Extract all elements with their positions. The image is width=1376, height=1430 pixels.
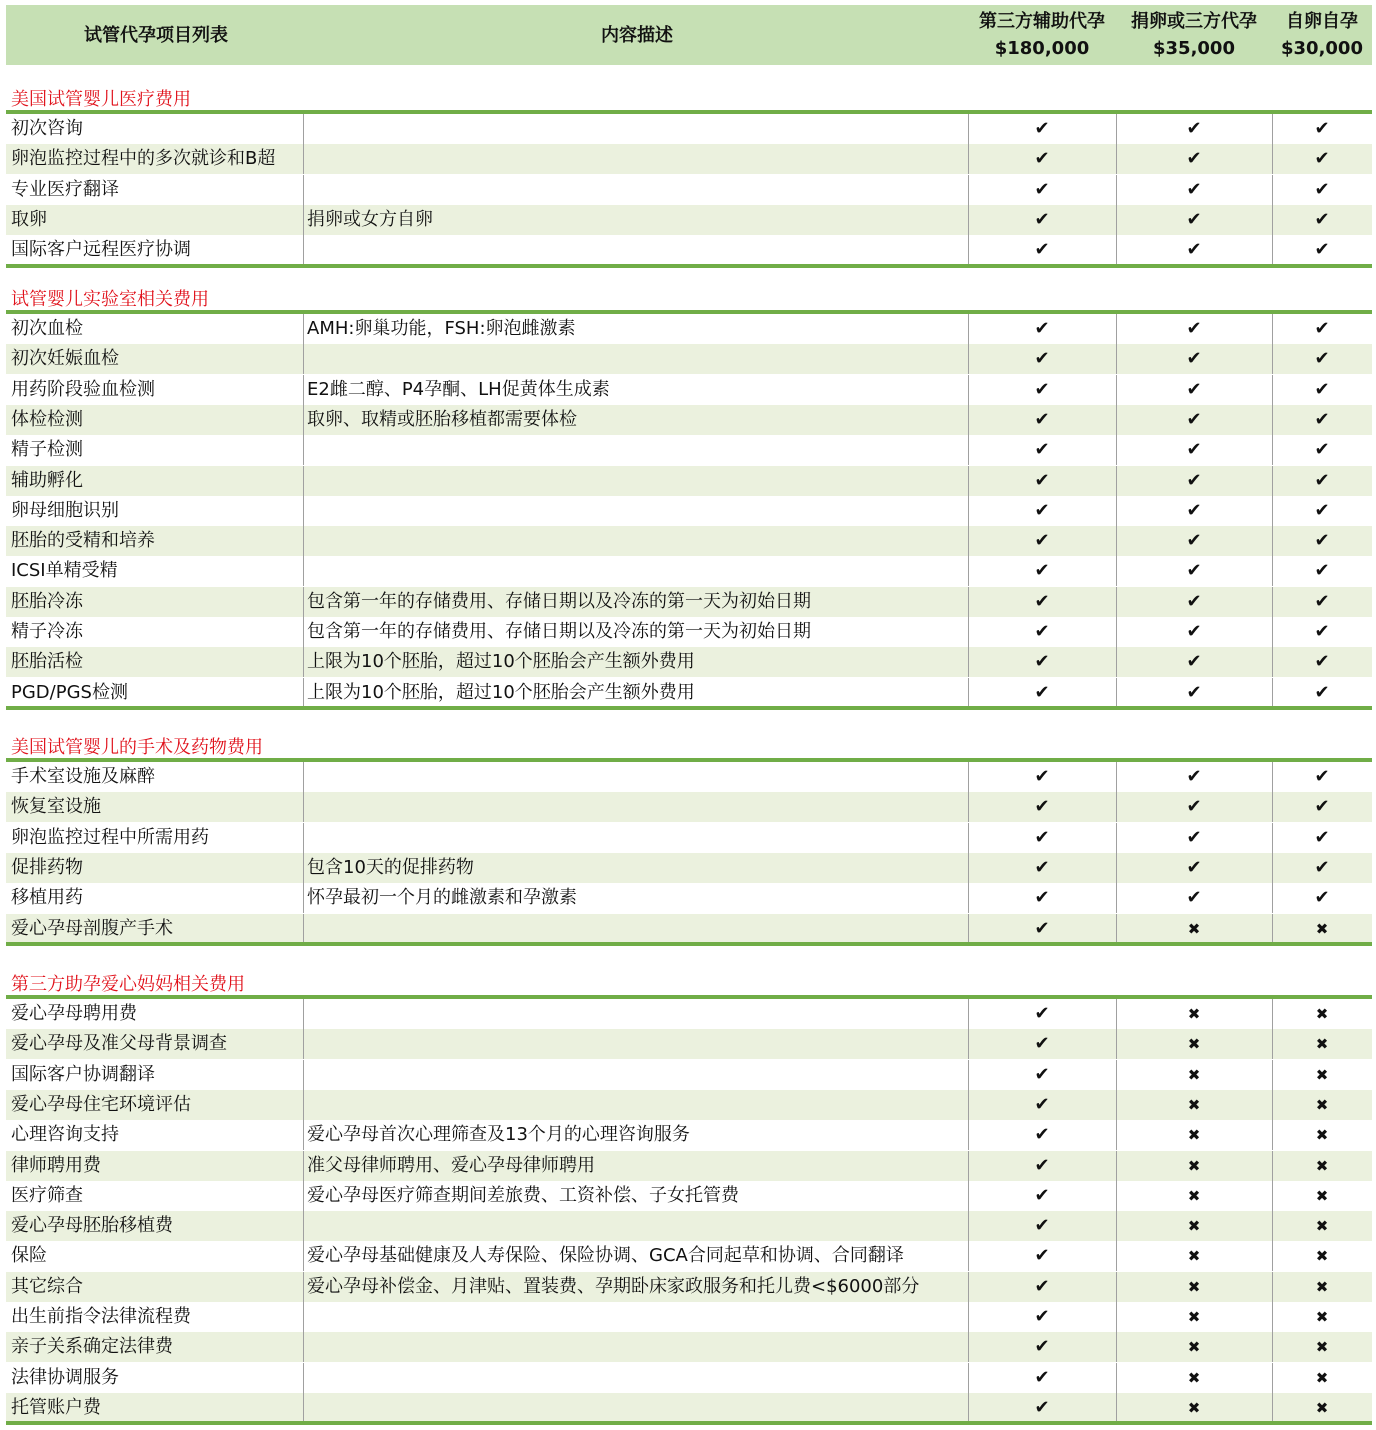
item-name: 初次咨询 — [11, 118, 83, 139]
column-separator — [303, 235, 304, 265]
check-icon: ✔ — [1034, 796, 1050, 818]
table-row — [6, 617, 1372, 647]
check-icon: ✔ — [1314, 239, 1330, 261]
section-bottom-border — [6, 706, 1372, 710]
cross-icon: ✖ — [1315, 1186, 1329, 1205]
table-row — [6, 144, 1372, 174]
check-icon: ✔ — [1314, 208, 1330, 230]
table-row — [6, 1302, 1372, 1332]
item-name: 胚胎活检 — [11, 651, 83, 673]
table-row — [6, 1272, 1372, 1302]
check-icon: ✔ — [1034, 1003, 1050, 1024]
check-icon: ✔ — [1034, 1366, 1050, 1388]
item-description: 怀孕最初一个月的雌激素和孕激素 — [307, 887, 577, 909]
check-icon: ✔ — [1034, 887, 1050, 909]
check-icon: ✔ — [1034, 1215, 1050, 1237]
column-separator — [303, 1393, 304, 1423]
table-row — [6, 375, 1372, 405]
item-name: 爱心孕母及准父母背景调查 — [11, 1033, 227, 1055]
item-name: 国际客户协调翻译 — [11, 1063, 155, 1085]
cross-icon: ✖ — [1315, 1398, 1329, 1417]
table-row — [6, 1332, 1372, 1362]
check-icon: ✔ — [1034, 766, 1050, 787]
item-name: 手术室设施及麻醉 — [11, 766, 155, 787]
section-bottom-border — [6, 942, 1372, 946]
cross-icon: ✖ — [1187, 1368, 1201, 1387]
item-name: 爱心孕母住宅环境评估 — [11, 1093, 191, 1115]
check-icon: ✔ — [1314, 651, 1330, 673]
check-icon: ✔ — [1314, 681, 1330, 703]
table-row — [6, 556, 1372, 586]
table-row — [6, 883, 1372, 913]
column-separator — [303, 496, 304, 526]
item-name: 出生前指令法律流程费 — [11, 1306, 191, 1327]
item-name: 律师聘用费 — [11, 1154, 101, 1176]
item-description — [307, 792, 967, 822]
check-icon: ✔ — [1034, 378, 1050, 400]
cross-icon: ✖ — [1315, 1368, 1329, 1387]
item-name: PGD/PGS检测 — [11, 681, 128, 703]
item-name: 取卵 — [11, 208, 47, 230]
cross-icon: ✖ — [1187, 1247, 1201, 1266]
item-description — [307, 466, 967, 496]
table-row — [6, 1029, 1372, 1059]
item-name: 爱心孕母聘用费 — [11, 1003, 137, 1024]
item-description — [307, 526, 967, 556]
item-description: 包含10天的促排药物 — [307, 856, 474, 878]
cross-icon: ✖ — [1187, 1308, 1201, 1326]
check-icon: ✔ — [1034, 1033, 1050, 1055]
cross-icon: ✖ — [1315, 1035, 1329, 1054]
check-icon: ✔ — [1034, 348, 1050, 370]
plan-name: 自卵自孕 — [1286, 11, 1358, 32]
column-separator — [303, 762, 304, 792]
check-icon: ✔ — [1314, 178, 1330, 200]
item-name: 保险 — [11, 1245, 47, 1267]
column-separator — [303, 1090, 304, 1120]
section-title: 试管婴儿实验室相关费用 — [11, 289, 209, 310]
item-description: 爱心孕母基础健康及人寿保险、保险协调、GCA合同起草和协调、合同翻译 — [307, 1245, 904, 1267]
column-separator — [303, 375, 304, 405]
item-description: 取卵、取精或胚胎移植都需要体检 — [307, 408, 577, 430]
header-plan-own-egg — [1272, 5, 1372, 65]
check-icon: ✔ — [1186, 621, 1202, 642]
table-row — [6, 1090, 1372, 1120]
item-description — [307, 235, 967, 265]
check-icon: ✔ — [1186, 796, 1202, 818]
check-icon: ✔ — [1034, 148, 1050, 170]
column-separator — [303, 1029, 304, 1059]
item-description — [307, 144, 967, 174]
check-icon: ✔ — [1034, 621, 1050, 642]
check-icon: ✔ — [1314, 408, 1330, 430]
column-separator — [303, 405, 304, 435]
table-row — [6, 792, 1372, 822]
item-description — [307, 762, 967, 792]
check-icon: ✔ — [1314, 378, 1330, 400]
table-row — [6, 1211, 1372, 1241]
check-icon: ✔ — [1186, 378, 1202, 400]
item-description — [307, 1090, 967, 1120]
header-plan-donor-egg — [1116, 5, 1272, 65]
cross-icon: ✖ — [1187, 1095, 1201, 1114]
column-separator — [303, 1272, 304, 1302]
check-icon: ✔ — [1186, 681, 1202, 703]
check-icon: ✔ — [1034, 118, 1050, 139]
table-row — [6, 344, 1372, 374]
check-icon: ✔ — [1186, 348, 1202, 370]
item-description — [307, 914, 967, 944]
check-icon: ✔ — [1314, 826, 1330, 848]
check-icon: ✔ — [1034, 1245, 1050, 1267]
column-separator — [303, 1332, 304, 1362]
check-icon: ✔ — [1186, 408, 1202, 430]
check-icon: ✔ — [1186, 530, 1202, 552]
item-description — [307, 1363, 967, 1393]
column-separator — [303, 587, 304, 617]
check-icon: ✔ — [1034, 1396, 1050, 1418]
column-separator — [303, 792, 304, 822]
check-icon: ✔ — [1034, 1093, 1050, 1115]
check-icon: ✔ — [1186, 590, 1202, 612]
cross-icon: ✖ — [1315, 1308, 1329, 1326]
check-icon: ✔ — [1186, 469, 1202, 491]
cross-icon: ✖ — [1315, 1338, 1329, 1357]
check-icon: ✔ — [1034, 856, 1050, 878]
plan-price: $180,000 — [994, 38, 1090, 59]
item-name: 初次妊娠血检 — [11, 348, 119, 370]
check-icon: ✔ — [1034, 318, 1050, 339]
item-description: 爱心孕母首次心理筛查及13个月的心理咨询服务 — [307, 1124, 690, 1146]
item-description — [307, 1393, 967, 1423]
check-icon: ✔ — [1186, 208, 1202, 230]
plan-price: $35,000 — [1153, 38, 1235, 59]
column-separator — [303, 999, 304, 1029]
column-separator — [303, 823, 304, 853]
item-name: 卵母细胞识别 — [11, 499, 119, 521]
cross-icon: ✖ — [1315, 1005, 1329, 1023]
check-icon: ✔ — [1314, 856, 1330, 878]
table-row — [6, 762, 1372, 792]
plan-name: 第三方辅助代孕 — [979, 11, 1105, 32]
check-icon: ✔ — [1034, 530, 1050, 552]
cross-icon: ✖ — [1187, 1338, 1201, 1357]
item-name: 法律协调服务 — [11, 1366, 119, 1388]
check-icon: ✔ — [1186, 651, 1202, 673]
table-row — [6, 1241, 1372, 1271]
header-item-column — [6, 5, 306, 65]
cross-icon: ✖ — [1187, 1398, 1201, 1417]
table-row — [6, 466, 1372, 496]
section-title: 第三方助孕爱心妈妈相关费用 — [11, 974, 245, 995]
table-header — [6, 5, 1372, 65]
cross-icon: ✖ — [1187, 1065, 1201, 1084]
item-name: 卵泡监控过程中的多次就诊和B超 — [11, 148, 276, 170]
item-description — [307, 1211, 967, 1241]
check-icon: ✔ — [1034, 681, 1050, 703]
item-name: 卵泡监控过程中所需用药 — [11, 826, 209, 848]
item-description — [307, 175, 967, 205]
column-separator — [303, 678, 304, 708]
table-row — [6, 175, 1372, 205]
item-description — [307, 114, 967, 144]
check-icon: ✔ — [1034, 1063, 1050, 1085]
table-row — [6, 526, 1372, 556]
check-icon: ✔ — [1034, 208, 1050, 230]
cross-icon: ✖ — [1315, 1095, 1329, 1114]
section-title: 美国试管婴儿的手术及药物费用 — [11, 737, 263, 758]
table-row — [6, 823, 1372, 853]
item-description — [307, 999, 967, 1029]
item-description: 包含第一年的存储费用、存储日期以及冷冻的第一天为初始日期 — [307, 590, 811, 612]
section-bottom-border — [6, 264, 1372, 268]
column-separator — [303, 556, 304, 586]
table-row — [6, 999, 1372, 1029]
table-row — [6, 496, 1372, 526]
column-separator — [303, 114, 304, 144]
header-plan-surrogacy — [968, 5, 1116, 65]
table-row — [6, 1060, 1372, 1090]
item-description — [307, 1332, 967, 1362]
item-name: 用药阶段验血检测 — [11, 378, 155, 400]
table-row — [6, 435, 1372, 465]
item-description: 包含第一年的存储费用、存储日期以及冷冻的第一天为初始日期 — [307, 621, 811, 642]
check-icon: ✔ — [1186, 439, 1202, 461]
table-row — [6, 314, 1372, 344]
table-row — [6, 1151, 1372, 1181]
check-icon: ✔ — [1314, 796, 1330, 818]
column-separator — [303, 883, 304, 913]
header-item-label: 试管代孕项目列表 — [84, 24, 228, 46]
item-description — [307, 1029, 967, 1059]
table-row — [6, 914, 1372, 944]
column-separator — [303, 1151, 304, 1181]
item-name: 心理咨询支持 — [11, 1124, 119, 1146]
check-icon: ✔ — [1034, 1336, 1050, 1358]
check-icon: ✔ — [1186, 239, 1202, 261]
check-icon: ✔ — [1314, 887, 1330, 909]
header-description-column — [306, 5, 968, 65]
check-icon: ✔ — [1034, 499, 1050, 521]
check-icon: ✔ — [1034, 439, 1050, 461]
column-separator — [303, 1241, 304, 1271]
check-icon: ✔ — [1034, 1275, 1050, 1297]
column-separator — [303, 435, 304, 465]
item-description — [307, 344, 967, 374]
item-name: 恢复室设施 — [11, 796, 101, 818]
item-name: 胚胎冷冻 — [11, 590, 83, 612]
item-name: 精子检测 — [11, 439, 83, 461]
item-description: 爱心孕母医疗筛查期间差旅费、工资补偿、子女托管费 — [307, 1184, 739, 1206]
item-description — [307, 496, 967, 526]
check-icon: ✔ — [1314, 469, 1330, 491]
cross-icon: ✖ — [1187, 1035, 1201, 1054]
item-name: 国际客户远程医疗协调 — [11, 239, 191, 261]
item-name: 辅助孵化 — [11, 469, 83, 491]
check-icon: ✔ — [1034, 1306, 1050, 1327]
check-icon: ✔ — [1034, 1124, 1050, 1146]
table-row — [6, 587, 1372, 617]
column-separator — [303, 205, 304, 235]
check-icon: ✔ — [1034, 826, 1050, 848]
column-separator — [303, 853, 304, 883]
column-separator — [303, 314, 304, 344]
item-description — [307, 823, 967, 853]
item-name: 胚胎的受精和培养 — [11, 530, 155, 552]
item-description: 上限为10个胚胎，超过10个胚胎会产生额外费用 — [307, 681, 695, 703]
item-name: 其它综合 — [11, 1275, 83, 1297]
cross-icon: ✖ — [1315, 1247, 1329, 1266]
check-icon: ✔ — [1186, 318, 1202, 339]
check-icon: ✔ — [1034, 408, 1050, 430]
check-icon: ✔ — [1034, 178, 1050, 200]
plan-name: 捐卵或三方代孕 — [1131, 11, 1257, 32]
check-icon: ✔ — [1314, 148, 1330, 170]
plan-price: $30,000 — [1281, 38, 1363, 59]
table-row — [6, 114, 1372, 144]
check-icon: ✔ — [1314, 590, 1330, 612]
check-icon: ✔ — [1034, 1154, 1050, 1176]
check-icon: ✔ — [1314, 499, 1330, 521]
item-description: 上限为10个胚胎，超过10个胚胎会产生额外费用 — [307, 651, 695, 673]
check-icon: ✔ — [1034, 590, 1050, 612]
item-name: 初次血检 — [11, 318, 83, 339]
item-name: 医疗筛查 — [11, 1184, 83, 1206]
item-name: 移植用药 — [11, 887, 83, 909]
cross-icon: ✖ — [1187, 1005, 1201, 1023]
cross-icon: ✖ — [1187, 1186, 1201, 1205]
check-icon: ✔ — [1314, 530, 1330, 552]
column-separator — [303, 1363, 304, 1393]
cross-icon: ✖ — [1315, 1156, 1329, 1175]
column-separator — [303, 1120, 304, 1150]
cross-icon: ✖ — [1315, 1217, 1329, 1236]
column-separator — [303, 466, 304, 496]
item-name: 爱心孕母剖腹产手术 — [11, 917, 173, 939]
check-icon: ✔ — [1186, 560, 1202, 582]
check-icon: ✔ — [1314, 118, 1330, 139]
table-row — [6, 1363, 1372, 1393]
column-separator — [303, 344, 304, 374]
column-separator — [303, 175, 304, 205]
check-icon: ✔ — [1186, 826, 1202, 848]
cross-icon: ✖ — [1315, 1126, 1329, 1145]
check-icon: ✔ — [1314, 766, 1330, 787]
column-separator — [303, 617, 304, 647]
check-icon: ✔ — [1034, 469, 1050, 491]
check-icon: ✔ — [1314, 439, 1330, 461]
check-icon: ✔ — [1186, 178, 1202, 200]
check-icon: ✔ — [1314, 560, 1330, 582]
table-row — [6, 405, 1372, 435]
check-icon: ✔ — [1034, 560, 1050, 582]
table-row — [6, 1181, 1372, 1211]
check-icon: ✔ — [1314, 348, 1330, 370]
header-description-label: 内容描述 — [601, 24, 673, 46]
item-description — [307, 1060, 967, 1090]
table-row — [6, 1120, 1372, 1150]
check-icon: ✔ — [1186, 887, 1202, 909]
section-bottom-border — [6, 1421, 1372, 1425]
item-description — [307, 556, 967, 586]
column-separator — [303, 914, 304, 944]
item-description — [307, 435, 967, 465]
item-name: ICSI单精受精 — [11, 560, 118, 582]
check-icon: ✔ — [1314, 318, 1330, 339]
column-separator — [303, 144, 304, 174]
item-description — [307, 1302, 967, 1332]
check-icon: ✔ — [1314, 621, 1330, 642]
cross-icon: ✖ — [1187, 1217, 1201, 1236]
cross-icon: ✖ — [1187, 1126, 1201, 1145]
item-name: 促排药物 — [11, 856, 83, 878]
column-separator — [303, 1060, 304, 1090]
table-row — [6, 678, 1372, 708]
column-separator — [303, 526, 304, 556]
check-icon: ✔ — [1186, 766, 1202, 787]
item-description: E2雌二醇、P4孕酮、LH促黄体生成素 — [307, 378, 610, 400]
table-row — [6, 853, 1372, 883]
cross-icon: ✖ — [1315, 1277, 1329, 1296]
cross-icon: ✖ — [1315, 1065, 1329, 1084]
table-row — [6, 205, 1372, 235]
section-title: 美国试管婴儿医疗费用 — [11, 89, 191, 110]
cross-icon: ✖ — [1187, 1156, 1201, 1175]
item-name: 精子冷冻 — [11, 621, 83, 642]
column-separator — [303, 1181, 304, 1211]
table-row — [6, 1393, 1372, 1423]
table-row — [6, 647, 1372, 677]
check-icon: ✔ — [1186, 499, 1202, 521]
check-icon: ✔ — [1034, 651, 1050, 673]
item-description: AMH:卵巢功能，FSH:卵泡雌激素 — [307, 318, 576, 339]
cross-icon: ✖ — [1187, 1277, 1201, 1296]
item-description: 捐卵或女方自卵 — [307, 208, 433, 230]
check-icon: ✔ — [1034, 1184, 1050, 1206]
column-separator — [303, 1302, 304, 1332]
item-name: 爱心孕母胚胎移植费 — [11, 1215, 173, 1237]
item-name: 托管账户费 — [11, 1396, 101, 1418]
item-description: 准父母律师聘用、爱心孕母律师聘用 — [307, 1154, 595, 1176]
item-name: 亲子关系确定法律费 — [11, 1336, 173, 1358]
table-row — [6, 235, 1372, 265]
item-description: 爱心孕母补偿金、月津贴、置装费、孕期卧床家政服务和托儿费<$6000部分 — [307, 1275, 920, 1297]
column-separator — [303, 647, 304, 677]
cross-icon: ✖ — [1315, 919, 1329, 938]
item-name: 专业医疗翻译 — [11, 178, 119, 200]
check-icon: ✔ — [1034, 917, 1050, 939]
check-icon: ✔ — [1186, 118, 1202, 139]
check-icon: ✔ — [1186, 148, 1202, 170]
column-separator — [303, 1211, 304, 1241]
check-icon: ✔ — [1186, 856, 1202, 878]
check-icon: ✔ — [1034, 239, 1050, 261]
cross-icon: ✖ — [1187, 919, 1201, 938]
item-name: 体检检测 — [11, 408, 83, 430]
